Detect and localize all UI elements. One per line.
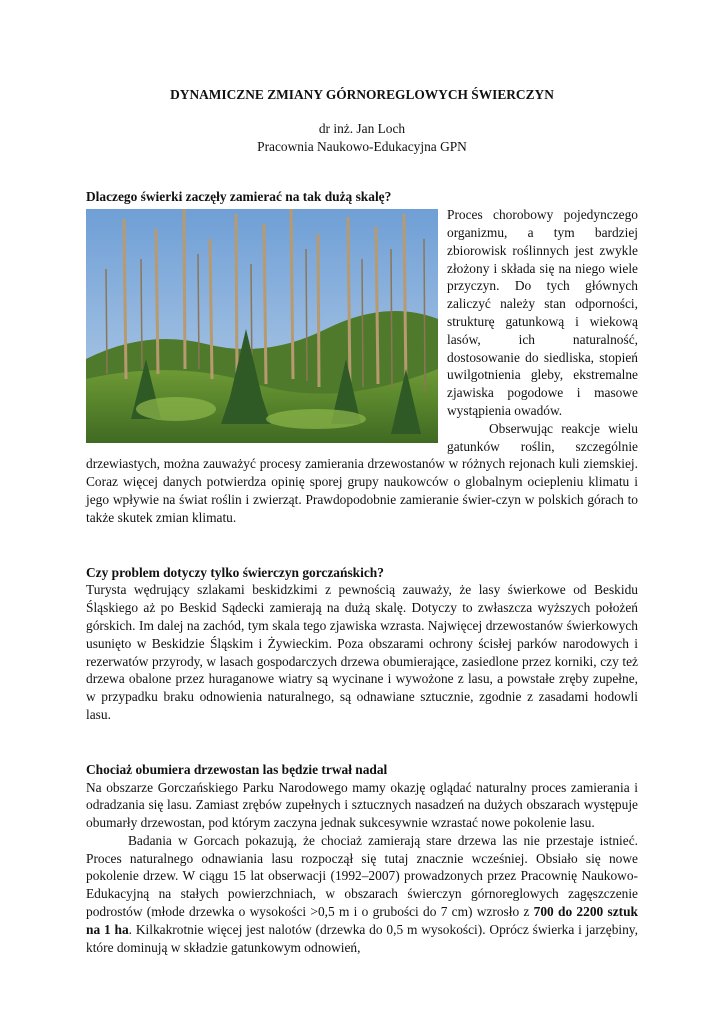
author-affiliation: Pracownia Naukowo-Edukacyjna GPN [257,138,467,154]
section-1-heading: Dlaczego świerki zaczęły zamierać na tak dużą skalę? [86,189,392,205]
section-3-heading: Chociaż obumiera drzewostan las będzie trwał nadal [86,761,388,777]
section-2 [86,564,638,724]
document-page [86,86,638,956]
document-title: DYNAMICZNE ZMIANY GÓRNOREGLOWYCH ŚWIERCZYN [170,87,554,102]
author-name: dr inż. Jan Loch [318,120,406,136]
section-1-paragraph-1-text: Proces chorobowy pojedynczego organizmu, a tym bardziej zbiorowisk roślinnych jest zwykle złożony i składa się na niego wiele przyczyn. Do tych głównych zaliczyć należy stan odporności, strukturę gatunkową i wiekową lasów, ich naturalność, dostosowanie do siedliska, stopień uwilgotnienia gleby, ekstremalne zjawiska pogodowe i masowe wystąpienia owadów. [447,207,638,418]
section-3-paragraph-2 [86,832,638,957]
forest-photo [86,209,438,443]
section-3 [86,761,638,957]
section-2-paragraph-1: Turysta wędrujący szlakami beskidzkimi z pewnością zauważy, że lasy świerkowe od Beskidu Śląskiego aż po Beskid Sądecki zamierają na dużą skalę. Dotyczy to zwłaszcza wyższych położeń górskich. Im dalej na zachód, tym skala tego zjawiska wzrasta. Najwięcej drzewostanów świerkowych usunięto w Beskidzie Śląskim i Żywieckim. Poza obszarami ochrony ścisłej parków narodowych i rezerwatów przyrody, w lasach gospodarczych drzewa obumierające, zasiedlone przez korniki, czy też drzewa obalone przez huraganowe wiatry są wycinane i wywożone z lasu, a powstałe zręby zupełne, w przypadku braku odnowienia naturalnego, są odnawiane sztucznie, zgodnie z zasadami hodowli lasu. [86,582,638,722]
section-1-paragraph-2: Obserwując reakcje wielu gatunków roślin, szczególnie drzewiastych, można zauważyć procesy zamierania drzewostanów w różnych rejonach kuli ziemskiej. Coraz więcej danych potwierdza opinię sporej grupy naukowców o globalnym ociepleniu klimatu i jego wpływie na świat roślin i zwierząt. Prawdopodobnie zamieranie świer-czyn w polskich górach to także skutek zmian klimatu. [86,420,638,525]
section-1-paragraph-1 [86,206,638,420]
section-3-paragraph-2-end: . Kilkakrotnie więcej jest nalotów (drzewka do 0,5 m wysokości). Oprócz świerka i jarzębiny, które dominują w składzie gatunkowym odnowień, [86,921,638,955]
section-3-paragraph-1: Na obszarze Gorczańskiego Parku Narodowego mamy okazję oglądać naturalny proces zamierania i odradzania się lasu. Zamiast zrębów zupełnych i sztucznych nasadzeń na dużych obszarach występuje obumarły drzewostan, pod którym zaczyna jednak sukcesywnie wzrastać nowe pokolenie lasu. [86,779,638,831]
section-3-paragraph-2-start: Badania w Gorcach pokazują, że chociaż zamierają stare drzewa las nie przestaje istnieć. Proces naturalnego odnawiania lasu rozpoczął się tutaj znacznie wcześniej. Obsiało się nowe pokolenie drzew. W ciągu 15 lat obserwacji (1992–2007) prowadzonych przez Pracownię Naukowo-Edukacyjną na stałych powierzchniach, w obszarach świerczyn górnoreglowych zagęszczenie podrostów (młode drzewka o wysokości >0,5 m i o grubości do 7 cm) wzrosło z [86,832,638,920]
section-1 [86,188,638,526]
author-block [86,120,638,156]
section-2-heading: Czy problem dotyczy tylko świerczyn gorczańskich? [86,564,384,580]
regeneration-density: 700 do 2200 sztuk na 1 ha [86,904,638,937]
